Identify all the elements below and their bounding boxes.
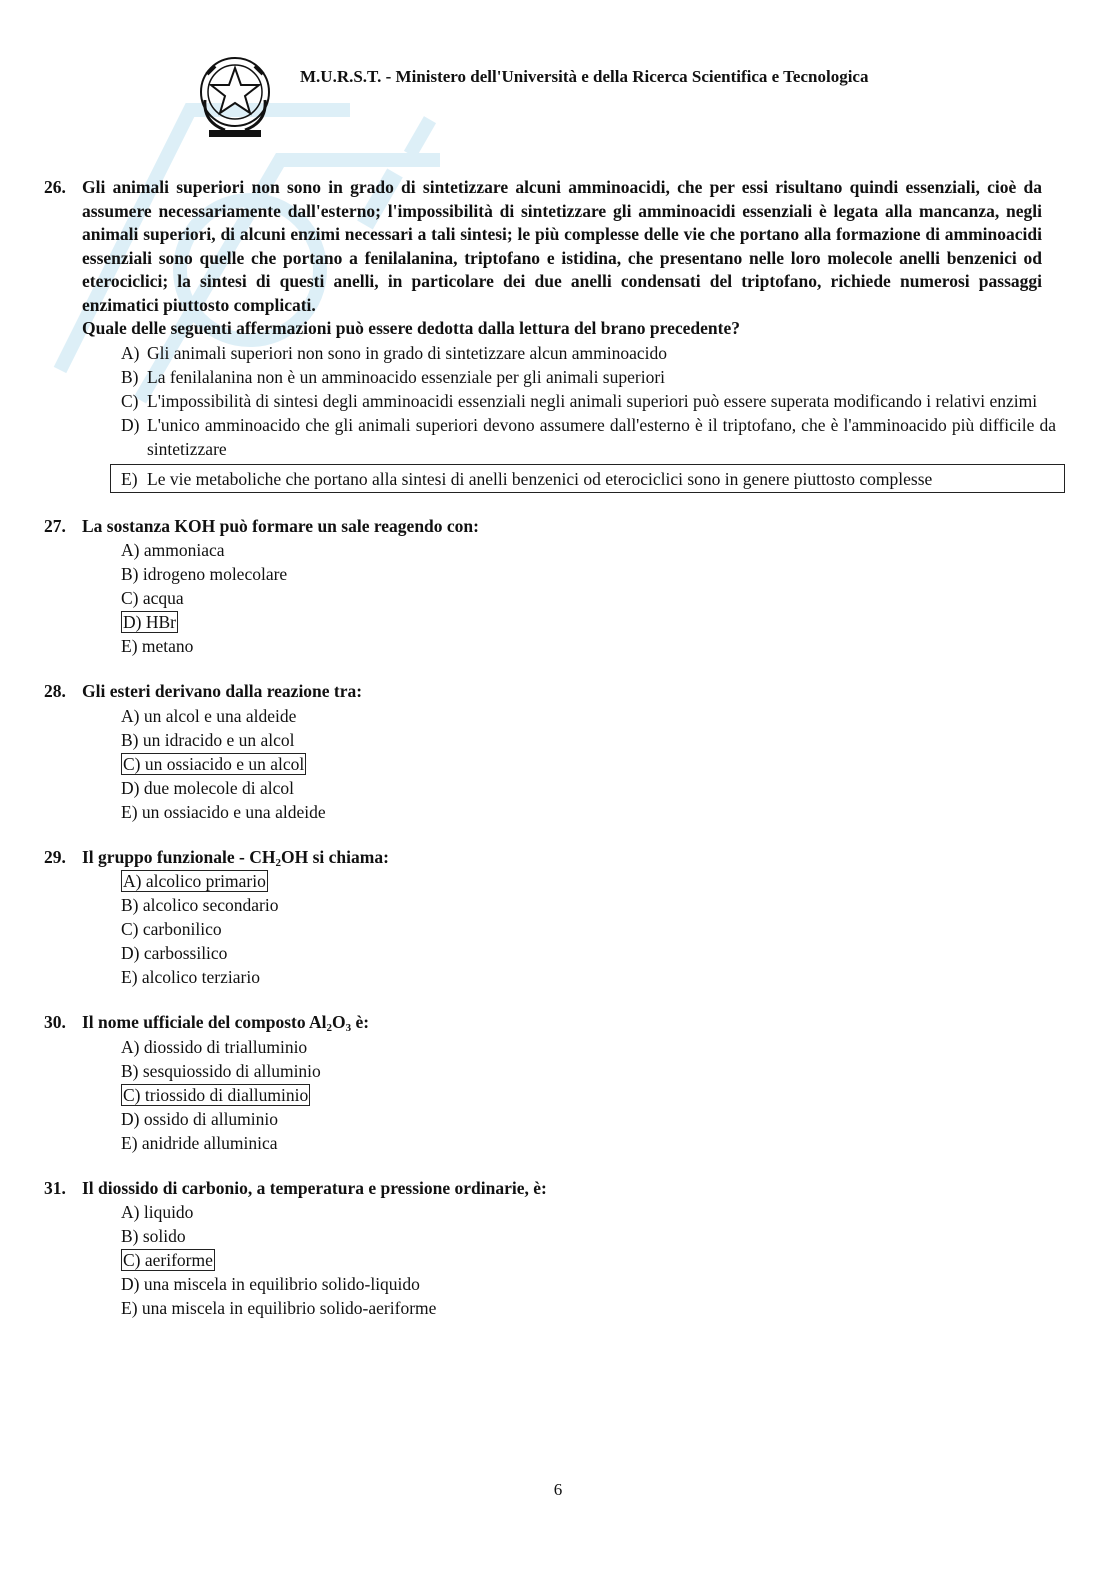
option-b: B) La fenilalanina non è un amminoacido essenziale per gli animali superiori bbox=[121, 366, 666, 387]
header-title: M.U.R.S.T. - Ministero dell'Università e della Ricerca Scientifica e Tecnologica bbox=[300, 67, 869, 86]
question-prompt: La sostanza KOH può formare un sale reagendo con: bbox=[82, 515, 479, 536]
option-d-correct: D) HBr bbox=[123, 612, 176, 632]
option-a: A) diossido di trialluminio bbox=[121, 1036, 308, 1057]
option-e: E) alcolico terziario bbox=[121, 967, 260, 987]
option-c: C) L'impossibilità di sintesi degli amminoacidi essenziali negli animali superiori può essere superata modificando i relativi enzimi bbox=[121, 390, 1038, 411]
option-b: B) alcolico secondario bbox=[121, 895, 279, 915]
options-list bbox=[121, 869, 1070, 989]
question-number: 27. bbox=[44, 515, 66, 536]
question-31 bbox=[40, 1177, 1070, 1321]
option-d: D) una miscela in equilibrio solido-liquido bbox=[121, 1274, 420, 1294]
option-b: B) un idracido e un alcol bbox=[121, 729, 295, 750]
options-list bbox=[121, 538, 1070, 658]
question-28 bbox=[40, 680, 1070, 824]
option-a: A) Gli animali superiori non sono in grado di sintetizzare alcun amminoacido bbox=[121, 342, 668, 363]
option-e: E) una miscela in equilibrio solido-aeriforme bbox=[121, 1298, 437, 1318]
option-a: A) ammoniaca bbox=[121, 540, 225, 560]
options-list bbox=[121, 341, 1070, 493]
question-27 bbox=[40, 515, 1070, 659]
option-c-correct: C) aeriforme bbox=[123, 1250, 213, 1270]
question-29 bbox=[40, 846, 1070, 990]
option-d: D) L'unico amminoacido che gli animali superiori devono assumere dall'esterno è il triptofano, che è l'amminoacido più difficile da sintetizzare bbox=[121, 414, 1056, 459]
option-e: E) anidride alluminica bbox=[121, 1132, 278, 1153]
option-e-correct: E) Le vie metaboliche che portano alla sintesi di anelli benzenici od eterociclici sono in genere piuttosto complesse bbox=[110, 464, 1065, 493]
option-d: D) carbossilico bbox=[121, 943, 228, 963]
question-number: 26. bbox=[44, 177, 66, 197]
question-number: 29. bbox=[44, 846, 66, 867]
option-e: E) metano bbox=[121, 636, 194, 656]
question-number: 31. bbox=[44, 1177, 66, 1198]
option-c: C) carbonilico bbox=[121, 919, 222, 939]
option-c: C) acqua bbox=[121, 588, 184, 608]
option-e: E) un ossiacido e una aldeide bbox=[121, 801, 326, 822]
question-prompt: Il nome ufficiale del composto $Al_2O_3$ è: bbox=[82, 1012, 370, 1034]
options-list bbox=[121, 704, 1070, 824]
option-b: B) solido bbox=[121, 1226, 186, 1246]
option-a: A) liquido bbox=[121, 1202, 194, 1222]
option-a: A) un alcol e una aldeide bbox=[121, 705, 297, 726]
question-26 bbox=[40, 176, 1070, 493]
question-passage: Gli animali superiori non sono in grado di sintetizzare alcuni amminoacidi, che per essi risultano quindi essenziali, cioè da assumere necessariamente dall'esterno; l'impossibilità di sintetizzare gli amminoacidi essenziali è legata alla mancanza, negli animali superiori, di alcuni enzimi necessari a tali sintesi; le più complesse delle vie che portano alla formazione di amminoacidi essenziali sono quelle che portano a fenilalanina, triptofano e istidina, che presentano nelle loro molecole anelli benzenici od eterociclici; la sintesi di questi anelli, in particolare dei due anelli condensati del triptofano, richiede numerosi passaggi enzimatici piuttosto complicati. bbox=[82, 177, 1042, 315]
question-prompt: Gli esteri derivano dalla reazione tra: bbox=[82, 681, 363, 701]
option-a-correct: A) alcolico primario bbox=[123, 871, 266, 891]
question-number: 28. bbox=[44, 681, 66, 701]
option-c-correct: C) un ossiacido e un alcol bbox=[123, 753, 305, 774]
question-prompt: Quale delle seguenti affermazioni può essere dedotta dalla lettura del brano precedente? bbox=[82, 318, 740, 338]
questions-list bbox=[40, 176, 1070, 1342]
question-prompt: Il gruppo funzionale - $CH_2OH$ si chiama: bbox=[82, 846, 389, 869]
option-b: B) sesquiossido di alluminio bbox=[121, 1060, 321, 1081]
options-list bbox=[121, 1200, 1070, 1320]
option-b: B) idrogeno molecolare bbox=[121, 564, 288, 584]
page-number: 6 bbox=[553, 1480, 563, 1499]
republic-emblem-icon bbox=[195, 52, 275, 144]
question-30 bbox=[40, 1011, 1070, 1155]
option-c-correct: C) triossido di dialluminio bbox=[123, 1084, 309, 1105]
option-d: D) due molecole di alcol bbox=[121, 777, 294, 798]
page-header bbox=[195, 52, 1055, 147]
question-number: 30. bbox=[44, 1012, 66, 1032]
option-d: D) ossido di alluminio bbox=[121, 1108, 279, 1129]
options-list bbox=[121, 1035, 1070, 1155]
question-prompt: Il diossido di carbonio, a temperatura e pressione ordinarie, è: bbox=[82, 1177, 547, 1198]
